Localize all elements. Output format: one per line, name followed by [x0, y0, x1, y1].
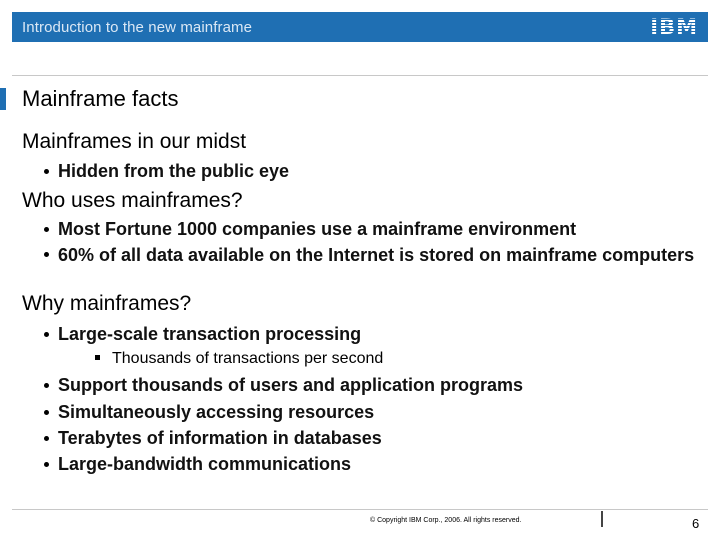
ibm-logo: IBM — [650, 15, 698, 39]
bullet-simultaneous-access: Simultaneously accessing resources — [58, 402, 375, 422]
page-number: 6 — [692, 516, 700, 531]
bullet-terabytes: Terabytes of information in databases — [58, 428, 382, 448]
slide-title: Mainframe facts — [22, 86, 179, 111]
title-accent-bar — [0, 88, 6, 110]
bullet-hidden: Hidden from the public eye — [58, 161, 290, 181]
sub-bullet-marker — [95, 355, 100, 360]
section-heading-midst: Mainframes in our midst — [22, 130, 247, 153]
presentation-title: Introduction to the new mainframe — [22, 19, 253, 36]
footer-divider — [12, 509, 708, 510]
bullet-fortune-1000: Most Fortune 1000 companies use a mainframe environment — [58, 219, 577, 239]
copyright-text: © Copyright IBM Corp., 2006. All rights reserved. — [370, 517, 522, 524]
bullet-internet-data: 60% of all data available on the Internet is stored on mainframe computers — [58, 244, 698, 266]
sub-bullet-transactions-per-second: Thousands of transactions per second — [112, 350, 384, 367]
header-bar — [12, 12, 708, 42]
section-heading-why: Why mainframes? — [22, 292, 192, 315]
bullet-support-users: Support thousands of users and application programs — [58, 375, 524, 395]
section-heading-who: Who uses mainframes? — [22, 189, 243, 212]
header-divider — [12, 75, 708, 76]
bullet-bandwidth: Large-bandwidth communications — [58, 454, 352, 474]
bullet-transaction-processing: Large-scale transaction processing — [58, 324, 362, 344]
footer-separator — [601, 511, 603, 527]
